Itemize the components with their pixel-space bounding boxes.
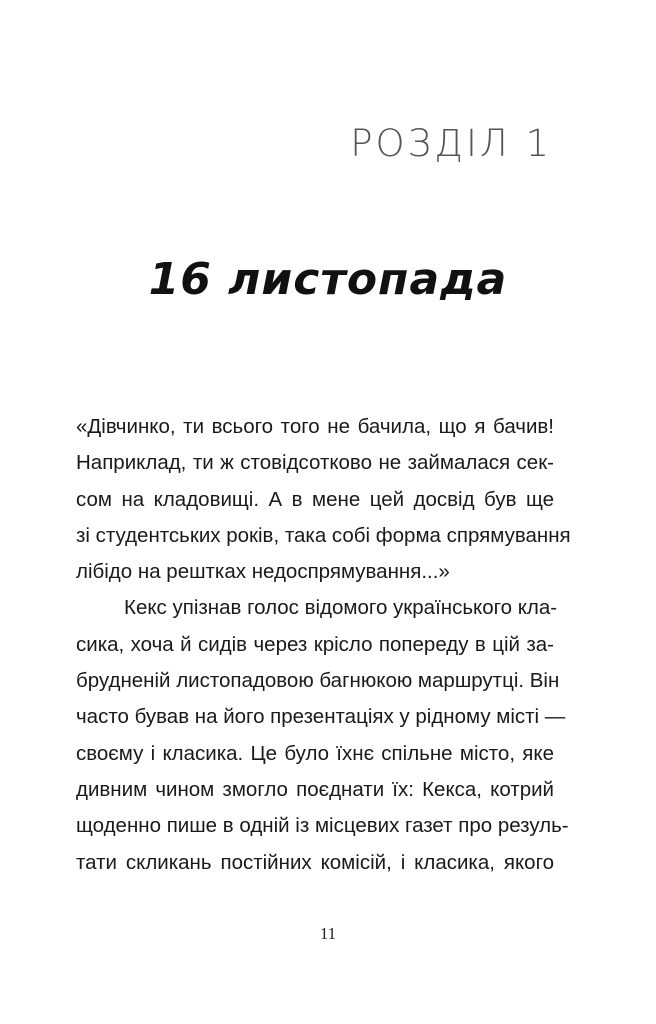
body-text: [76, 409, 571, 881]
paragraph-quote: [76, 409, 571, 590]
text-line: щоденно пише в одній із місцевих газет про резуль-: [76, 814, 569, 838]
text-line: «Дівчинко, ти всього того не бачила, що я бачив!: [76, 415, 554, 438]
text-line: брудненій листопадовою багнюкою маршрутці. Він: [76, 669, 560, 693]
text-line: Наприклад, ти ж стовідсотково не займалася сек-: [76, 451, 554, 475]
text-line: сика, хоча й сидів через крісло попереду в цій за-: [76, 632, 554, 656]
text-line: часто бував на його презентаціях у рідному місті —: [76, 705, 566, 729]
paragraph-main: [76, 590, 569, 880]
text-line: сом на кладовищі. А в мене цей досвід був ще: [76, 487, 554, 511]
page-number: 11: [319, 924, 337, 943]
text-line: тати скликань постійних комісій, і класика, якого: [76, 850, 554, 874]
text-line: своєму і класика. Це було їхнє спільне місто, яке: [76, 741, 554, 765]
text-line: лібідо на рештках недоспрямування...»: [76, 560, 450, 584]
text-line: Кекс упізнав голос відомого українського кла-: [124, 596, 558, 620]
text-line: зі студентських років, така собі форма спрямування: [76, 523, 571, 547]
chapter-label: РОЗДІЛ 1: [350, 122, 552, 165]
chapter-title: 16 листопада: [148, 254, 508, 305]
text-line: дивним чином змогло поєднати їх: Кекса, котрий: [76, 777, 554, 801]
